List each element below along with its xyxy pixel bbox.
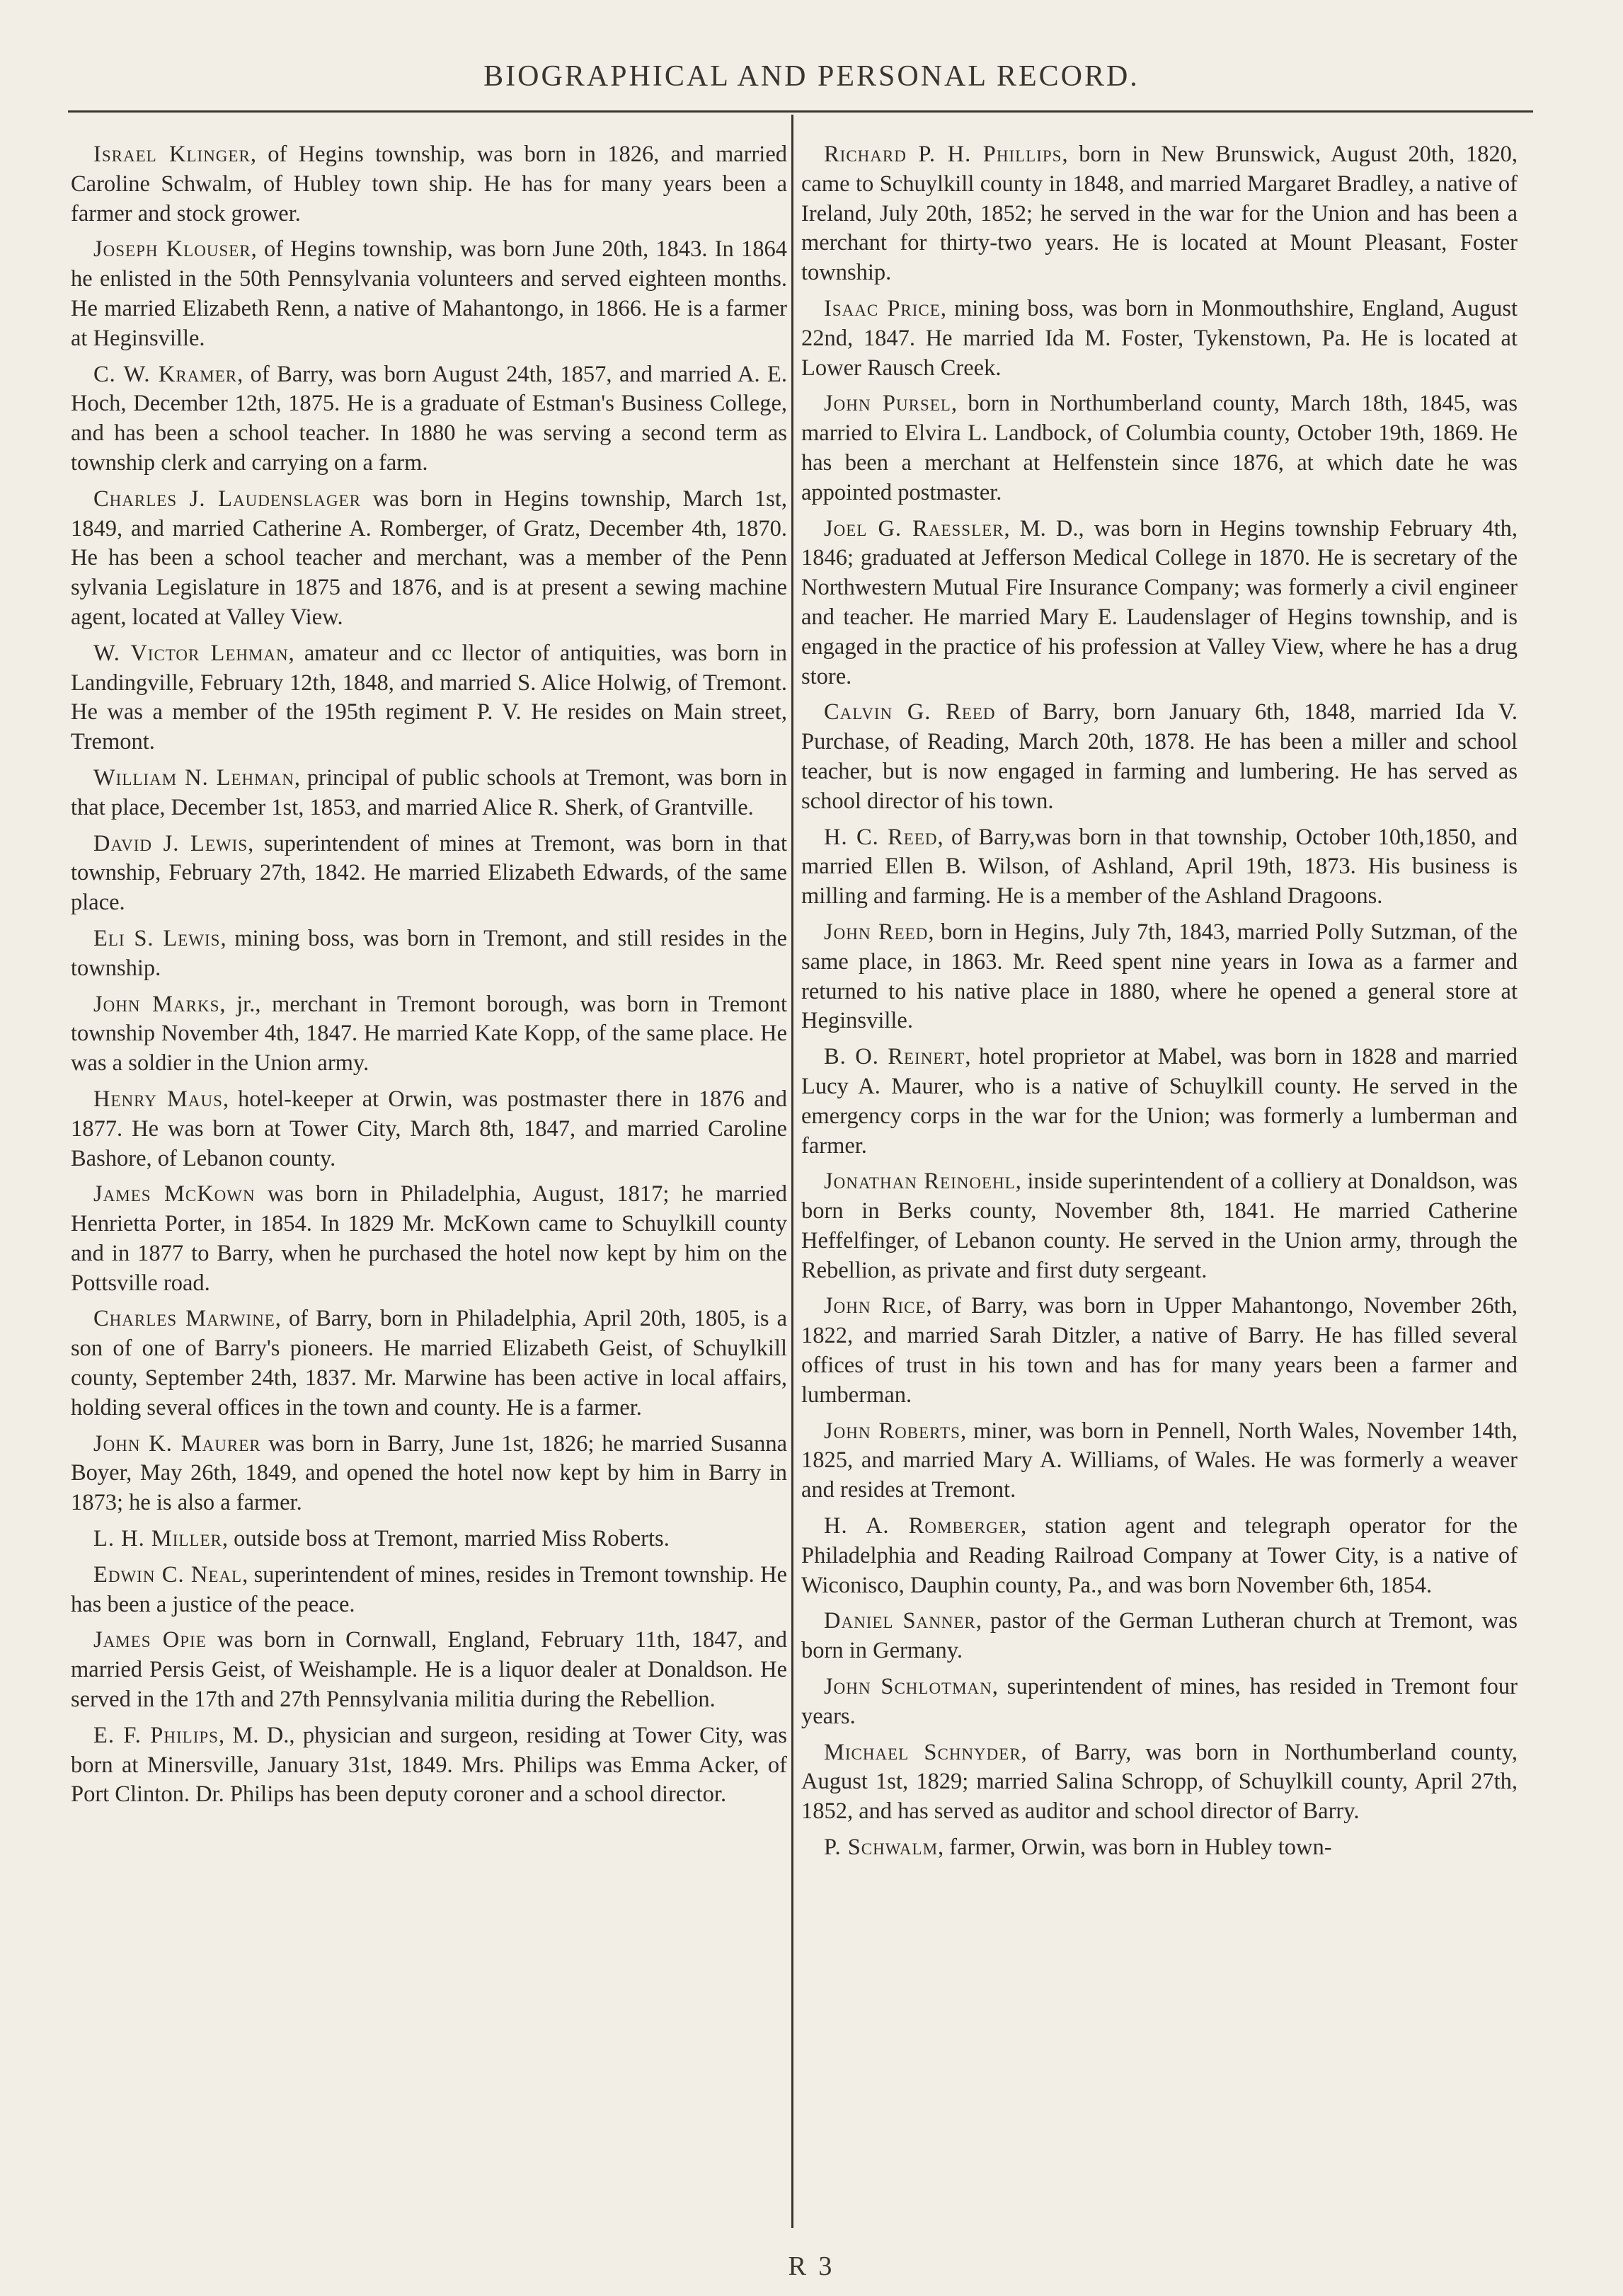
entry-name: John Rice	[824, 1293, 927, 1319]
entry	[71, 830, 787, 918]
entry	[71, 1626, 787, 1714]
entry-name: John K. Maurer	[93, 1430, 261, 1457]
entry	[71, 924, 787, 984]
entry-name: James Opie	[93, 1627, 207, 1653]
entry	[801, 1043, 1518, 1161]
entry	[801, 1512, 1518, 1600]
right-column	[801, 140, 1518, 1869]
entry	[801, 1672, 1518, 1732]
entry-text: , of Barry, born in Philadelphia, April 20th, 1805, is a son of one of Barry's pioneers. He married Elizabeth Geist, of Schuylkill county, September 24th, 1837. Mr. Marwine has been active in local affairs, holding several offices in the town and county. He is a farmer.	[71, 1306, 787, 1420]
entry-name: John Reed	[824, 919, 929, 945]
entry-name: Israel Klinger	[93, 142, 251, 167]
entry	[801, 294, 1518, 383]
entry-name: James McKown	[93, 1181, 256, 1207]
entry-text: , superintendent of mines, resides in Tremont township. He has been a justice of the peace.	[71, 1561, 788, 1617]
entry-name: Richard P. H. Phillips	[824, 142, 1062, 167]
entry-text: was born in Cornwall, England, February 11th, 1847, and married Persis Geist, of Weishample. He is a liquor dealer at Donaldson. He served in the 17th and 27th Pennsylvania militia during the Rebellion.	[71, 1627, 787, 1713]
left-column	[71, 140, 787, 1816]
entry	[71, 1561, 787, 1620]
entry	[71, 1525, 787, 1554]
entry	[71, 485, 787, 633]
entry-text: , inside superintendent of a colliery at Donaldson, was born in Berks county, November 8th, 1841. He married Catherine Heffelfinger, of Lebanon county. He served in the Union army, through the Rebellion, as private and first duty sergeant.	[801, 1169, 1518, 1283]
entry-name: John Roberts	[824, 1418, 960, 1444]
entry-text: , pastor of the German Lutheran church at Tremont, was born in Germany.	[801, 1608, 1518, 1664]
entry-name: Isaac Price	[824, 295, 941, 321]
entry-name: Daniel Sanner	[824, 1608, 976, 1634]
entry-name: H. A. Romberger	[824, 1513, 1021, 1539]
entry-text: , superintendent of mines, has resided in Tremont four years.	[801, 1674, 1518, 1729]
entry-text: , superintendent of mines at Tremont, was born in that township, February 27th, 1842. He married Elizabeth Edwards, of the same place.	[71, 830, 787, 916]
entry	[71, 1180, 787, 1298]
entry-text: , mining boss, was born in Monmouthshire, England, August 22nd, 1847. He married Ida M. Foster, Tykenstown, Pa. He is located at Lower Rausch Creek.	[801, 295, 1518, 381]
entry-text: , born in Hegins, July 7th, 1843, married Polly Sutzman, of the same place, in 1863. Mr. Reed spent nine years in Iowa as a farmer and returned to his native place in 1880, where he opened a general store at Heginsville.	[801, 919, 1518, 1034]
entry	[71, 140, 787, 229]
entry-text: , M. D., physician and surgeon, residing at Tower City, was born at Minersville, January 31st, 1849. Mrs. Philips was Emma Acker, of Port Clinton. Dr. Philips has been deputy coroner and a school director.	[71, 1722, 787, 1808]
entry-text: , hotel proprietor at Mabel, was born in 1828 and married Lucy A. Maurer, who is a native of Schuylkill county. He served in the emergency corps in the war for the Union; was formerly a lumberman and farmer.	[801, 1044, 1518, 1159]
entry-name: John Marks	[93, 991, 220, 1017]
entry-name: B. O. Reinert	[824, 1044, 965, 1070]
entry-text: , principal of public schools at Tremont, was born in that place, December 1st, 1853, and married Alice R. Sherk, of Grantville.	[71, 764, 787, 820]
entry-text: , outside boss at Tremont, married Miss Roberts.	[222, 1526, 670, 1552]
entry	[801, 1833, 1518, 1863]
entry-name: John Pursel	[824, 391, 951, 417]
entry-text: , born in Northumberland county, March 18th, 1845, was married to Elvira L. Landbock, of Columbia county, October 19th, 1869. He has been a merchant at Helfenstein since 1876, at which date he was appointed postmaster.	[801, 391, 1518, 505]
column-divider	[791, 115, 793, 2228]
entry-text: , of Hegins township, was born in 1826, and married Caroline Schwalm, of Hubley town ship. He has for many years been a farmer and stock grower.	[71, 142, 788, 226]
entry-name: H. C. Reed	[824, 824, 938, 850]
entry-text: , miner, was born in Pennell, North Wales, November 14th, 1825, and married Mary A. Williams, of Wales. He was formerly a weaver and resides at Tremont.	[801, 1418, 1518, 1503]
entry	[801, 1167, 1518, 1285]
entry	[801, 389, 1518, 507]
entry-name: Henry Maus	[93, 1086, 223, 1112]
entry-name: Jonathan Reinoehl	[824, 1169, 1016, 1195]
entry	[71, 360, 787, 478]
entry-name: C. W. Kramer	[93, 361, 238, 387]
entry-name: Charles Marwine	[93, 1306, 275, 1332]
entry-text: , of Barry, was born in Northumberland county, August 1st, 1829; married Salina Schropp, of Schuylkill county, April 27th, 1852, and has served as auditor and school director of Barry.	[801, 1739, 1518, 1825]
entry	[71, 990, 787, 1079]
entry-name: David J. Lewis	[93, 830, 248, 856]
entry-text: , of Hegins township, was born June 20th, 1843. In 1864 he enlisted in the 50th Pennsylvania volunteers and served eighteen months. He married Elizabeth Renn, a native of Mahantongo, in 1866. He is a farmer at Heginsville.	[71, 236, 787, 351]
entry	[801, 1292, 1518, 1410]
entry	[71, 1430, 787, 1518]
page-header: BIOGRAPHICAL AND PERSONAL RECORD.	[483, 60, 1140, 93]
entry	[801, 918, 1518, 1036]
header-rule	[68, 110, 1533, 113]
entry	[71, 235, 787, 353]
entry	[801, 1738, 1518, 1827]
entry-text: of Barry, born January 6th, 1848, married Ida V. Purchase, of Reading, March 20th, 1878. He has been a miller and school teacher, but is now engaged in farming and lumbering. He has served as school director of his town.	[801, 699, 1518, 814]
entry-name: Joel G. Raessler	[824, 515, 1004, 541]
entry	[71, 639, 787, 757]
entry-text: , of Barry, was born August 24th, 1857, and married A. E. Hoch, December 12th, 1875. He is a graduate of Estman's Business College, and has been a school teacher. In 1880 he was serving a second term as township clerk and carrying on a farm.	[71, 361, 787, 476]
entry-name: Edwin C. Neal	[93, 1561, 243, 1588]
entry	[71, 1304, 787, 1423]
entry	[801, 823, 1518, 912]
entry-text: , amateur and cc llector of antiquities, was born in Landingville, February 12th, 1848, and married S. Alice Holwig, of Tremont. He was a member of the 195th regiment P. V. He resides on Main street, Tremont.	[71, 640, 788, 755]
entry-name: Charles J. Laudenslager	[93, 486, 361, 512]
entry	[801, 1607, 1518, 1666]
entry	[71, 764, 787, 823]
entry-text: , station agent and telegraph operator for the Philadelphia and Reading Railroad Company at Tower City, is a native of Wiconisco, Dauphin county, Pa., and was born November 6th, 1854.	[801, 1513, 1518, 1598]
entry-text: , born in New Brunswick, August 20th, 1820, came to Schuylkill county in 1848, and married Margaret Bradley, a native of Ireland, July 20th, 1852; he served in the war for the Union and has been a merchant for thirty-two years. He is located at Mount Pleasant, Foster township.	[801, 142, 1518, 286]
entry-name: P. Schwalm	[824, 1835, 939, 1861]
entry-text: , farmer, Orwin, was born in Hubley town-	[938, 1835, 1332, 1861]
entry-name: L. H. Miller	[93, 1526, 222, 1552]
entry-name: Joseph Klouser	[93, 236, 251, 263]
entry	[71, 1721, 787, 1810]
entry-text: was born in Philadelphia, August, 1817; he married Henrietta Porter, in 1854. In 1829 Mr. McKown came to Schuylkill county and in 1877 to Barry, when he purchased the hotel now kept by him on the Pottsville road.	[71, 1181, 788, 1296]
entry	[71, 1085, 787, 1173]
entry-name: John Schlotman	[824, 1674, 992, 1700]
entry-text: was born in Barry, June 1st, 1826; he married Susanna Boyer, May 26th, 1849, and opened the hotel now kept by him in Barry in 1873; he is also a farmer.	[71, 1430, 788, 1516]
entry-text: , jr., merchant in Tremont borough, was born in Tremont township November 4th, 1847. He married Kate Kopp, of the same place. He was a soldier in the Union army.	[71, 991, 787, 1077]
entry	[801, 698, 1518, 816]
entry-text: was born in Hegins township, March 1st, 1849, and married Catherine A. Romberger, of Gratz, December 4th, 1870. He has been a school teacher and merchant, was a member of the Penn sylvania Legislature in 1875 and 1876, and is at present a sewing machine agent, located at Valley View.	[71, 486, 787, 630]
entry-text: , mining boss, was born in Tremont, and still resides in the township.	[71, 925, 787, 981]
entry-name: Eli S. Lewis	[93, 925, 221, 951]
entry	[801, 515, 1518, 692]
entry-name: Calvin G. Reed	[824, 699, 996, 725]
entry	[801, 140, 1518, 288]
page-signature: R 3	[788, 2251, 835, 2281]
entry-name: William N. Lehman	[93, 764, 294, 791]
entry-name: Michael Schnyder	[824, 1739, 1021, 1765]
entry-text: , hotel-keeper at Orwin, was postmaster there in 1876 and 1877. He was born at Tower City, March 8th, 1847, and married Caroline Bashore, of Lebanon county.	[71, 1086, 787, 1171]
entry-name: W. Victor Lehman	[93, 640, 289, 666]
entry	[801, 1417, 1518, 1505]
entry-text: , of Barry, was born in Upper Mahantongo, November 26th, 1822, and married Sarah Ditzler, a native of Barry. He has filled several offices of trust in his town and has for many years been a farmer and lumberman.	[801, 1293, 1518, 1408]
entry-text: , M. D., was born in Hegins township February 4th, 1846; graduated at Jefferson Medical College in 1870. He is secretary of the Northwestern Mutual Fire Insurance Company; was formerly a civil engineer and teacher. He married Mary E. Laudenslager of Hegins township, and is engaged in the practice of his profession at Valley View, where he has a drug store.	[801, 515, 1518, 689]
entry-name: E. F. Philips	[93, 1722, 219, 1748]
entry-text: , of Barry,was born in that township, October 10th,1850, and married Ellen B. Wilson, of Ashland, April 19th, 1873. His business is milling and farming. He is a member of the Ashland Dragoons.	[801, 824, 1518, 909]
